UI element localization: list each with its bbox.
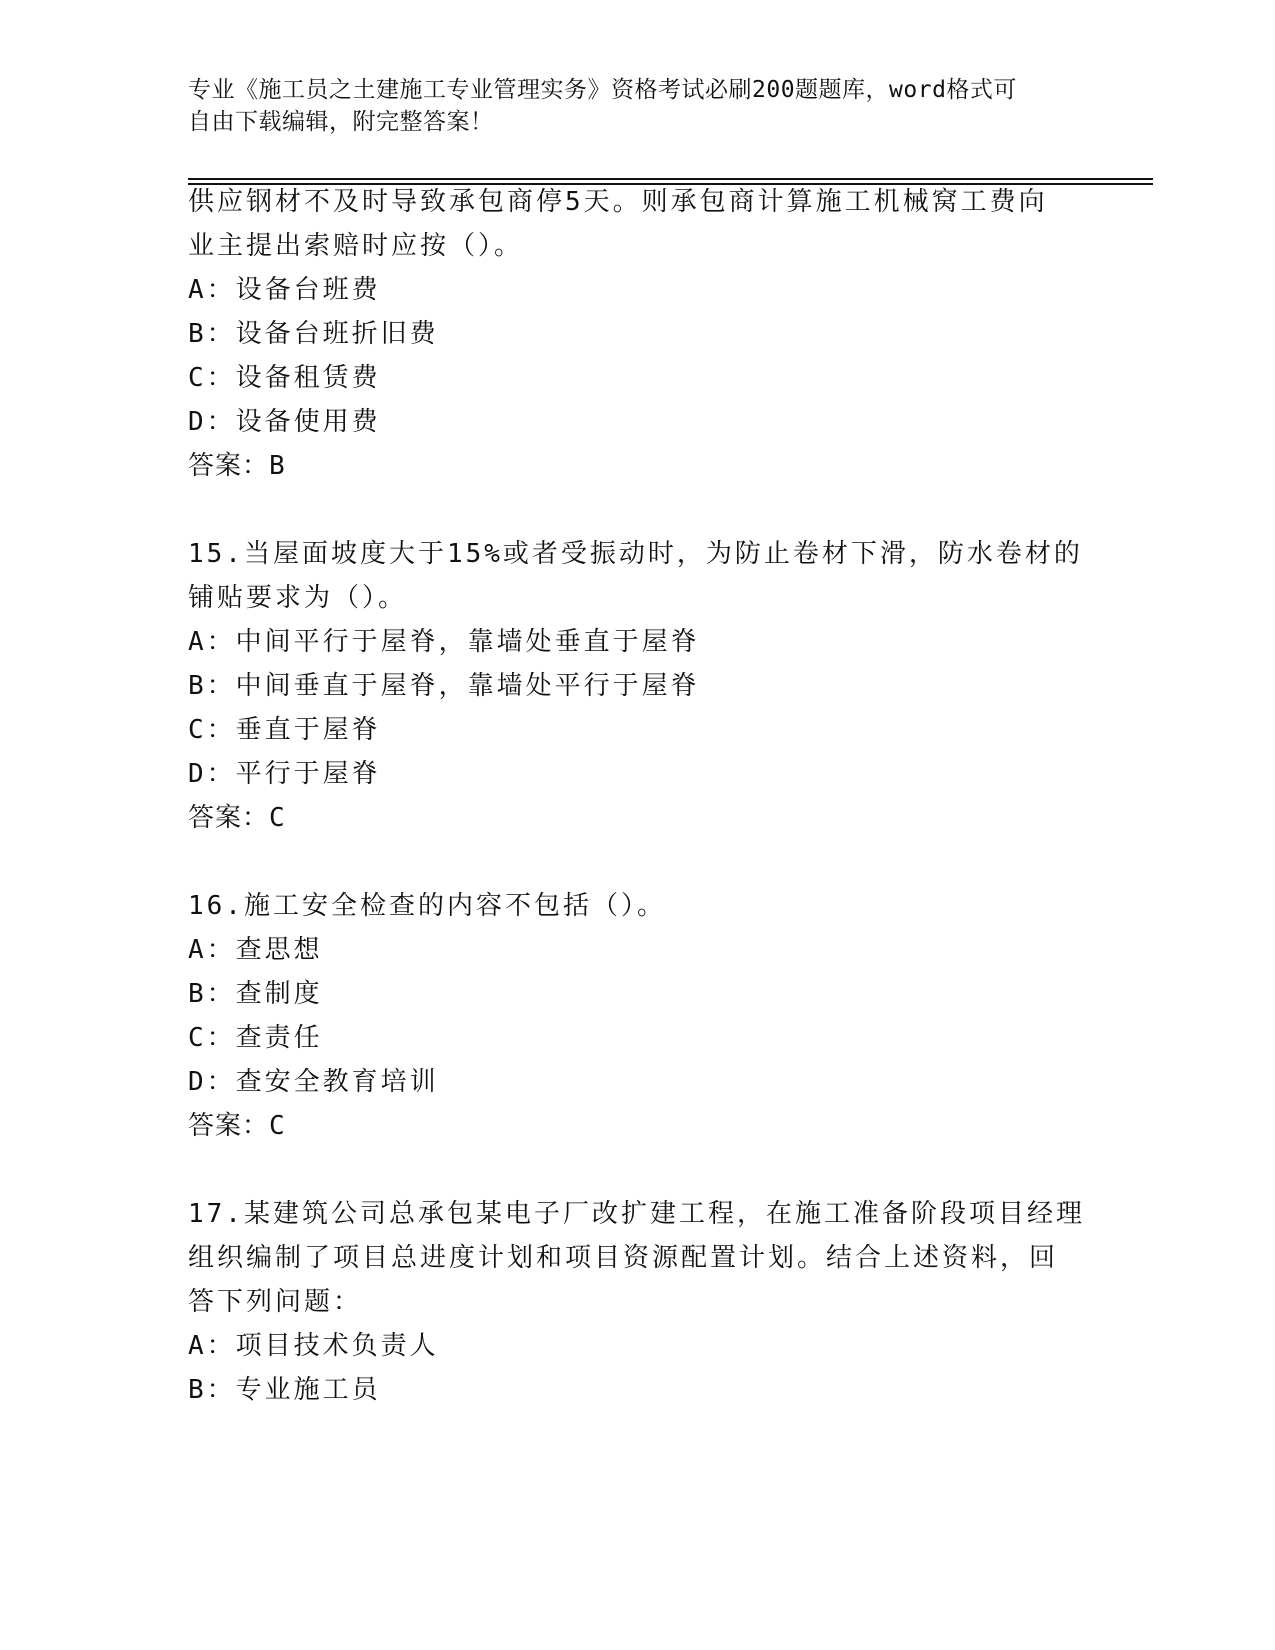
question-14-answer: 答案：B: [188, 451, 286, 481]
question-16-stem-line-1: 16.施工安全检查的内容不包括（）。: [188, 891, 666, 921]
question-15-option-c: C：垂直于屋脊: [188, 715, 381, 745]
question-15-answer: 答案：C: [188, 803, 286, 833]
question-14-stem-line-2: 业主提出索赔时应按（）。: [188, 231, 524, 261]
question-15-option-d: D：平行于屋脊: [188, 759, 381, 789]
question-16-option-c: C：查责任: [188, 1023, 323, 1053]
question-16-option-a: A：查思想: [188, 935, 323, 965]
question-14-option-c: C：设备租赁费: [188, 363, 381, 393]
question-17-option-a: A：项目技术负责人: [188, 1331, 439, 1361]
question-14-option-b: B：设备台班折旧费: [188, 319, 439, 349]
question-16-answer: 答案：C: [188, 1111, 286, 1141]
question-17-option-b: B：专业施工员: [188, 1375, 381, 1405]
question-15-option-a: A：中间平行于屋脊，靠墙处垂直于屋脊: [188, 627, 700, 657]
question-17-stem-line-2: 组织编制了项目总进度计划和项目资源配置计划。结合上述资料，回: [188, 1243, 1059, 1273]
question-15-option-b: B：中间垂直于屋脊，靠墙处平行于屋脊: [188, 671, 700, 701]
question-14-option-a: A：设备台班费: [188, 275, 381, 305]
header-title-line-2: 自由下载编辑，附完整答案！: [188, 109, 494, 135]
question-16-option-d: D：查安全教育培训: [188, 1067, 439, 1097]
question-14-stem-line-1: 供应钢材不及时导致承包商停5天。则承包商计算施工机械窝工费向: [188, 187, 1048, 217]
question-14-option-d: D：设备使用费: [188, 407, 381, 437]
question-16-option-b: B：查制度: [188, 979, 323, 1009]
question-17-stem-line-3: 答下列问题：: [188, 1287, 363, 1317]
header-title-line-1: 专业《施工员之土建施工专业管理实务》资格考试必刷200题题库，word格式可: [188, 77, 1017, 103]
header-divider-top: [188, 178, 1153, 180]
document-header: [188, 74, 1068, 138]
question-15-stem-line-1: 15.当屋面坡度大于15%或者受振动时，为防止卷材下滑，防水卷材的: [188, 539, 1083, 569]
question-15-stem-line-2: 铺贴要求为（）。: [188, 583, 408, 613]
question-17-stem-line-1: 17.某建筑公司总承包某电子厂改扩建工程，在施工准备阶段项目经理: [188, 1199, 1085, 1229]
